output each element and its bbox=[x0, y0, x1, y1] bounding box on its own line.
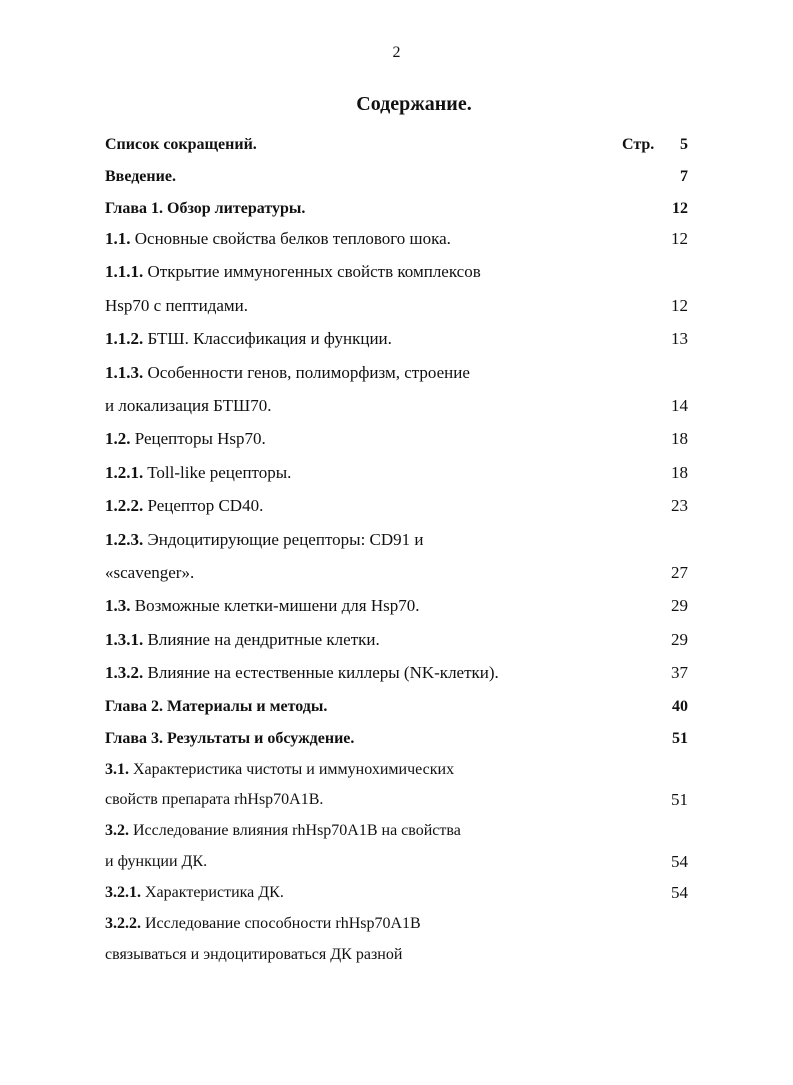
toc-entry: 1.3. Возможные клетки-мишени для Hsp70. bbox=[105, 596, 420, 615]
toc-entry: Глава 2. Материалы и методы. bbox=[105, 698, 328, 715]
toc-page: 54 bbox=[671, 852, 688, 871]
toc-entry: 1.1.2. БТШ. Классификация и функции. bbox=[105, 329, 392, 348]
toc-entry: 3.2.1. Характеристика ДК. bbox=[105, 884, 284, 901]
toc-entry: Глава 1. Обзор литературы. bbox=[105, 200, 306, 217]
toc-entry: 3.2.2. Исследование способности rhHsp70A1B bbox=[105, 915, 421, 932]
toc-entry: Глава 3. Результаты и обсуждение. bbox=[105, 730, 355, 747]
page-number: 2 bbox=[392, 44, 401, 61]
toc-page: 54 bbox=[671, 883, 688, 902]
toc-page: 23 bbox=[671, 496, 688, 515]
page-title: Содержание. bbox=[356, 93, 472, 115]
toc-page: 37 bbox=[671, 663, 688, 682]
toc-page: 12 bbox=[671, 296, 688, 315]
toc-entry: Hsp70 с пептидами. bbox=[105, 296, 249, 315]
toc-page: 40 bbox=[672, 698, 688, 715]
toc-page: 18 bbox=[671, 463, 688, 482]
page-column-label: Стр. bbox=[622, 136, 655, 153]
toc-page: 18 bbox=[671, 429, 688, 448]
toc-page: 29 bbox=[671, 596, 688, 615]
toc-page: 13 bbox=[671, 329, 688, 348]
toc-entry: и локализация БТШ70. bbox=[105, 396, 272, 415]
toc-entry: свойств препарата rhHsp70A1B. bbox=[105, 791, 324, 808]
toc-entry: и функции ДК. bbox=[105, 853, 208, 870]
toc-page: 7 bbox=[680, 168, 688, 185]
toc-page: 5 bbox=[680, 136, 688, 153]
toc-entry: 1.1.1. Открытие иммуногенных свойств комплексов bbox=[105, 262, 481, 281]
toc-entry: 1.3.1. Влияние на дендритные клетки. bbox=[105, 630, 380, 649]
toc-page: 51 bbox=[671, 790, 688, 809]
toc-entry: 1.1.3. Особенности генов, полиморфизм, строение bbox=[105, 363, 470, 382]
toc-entry: 3.1. Характеристика чистоты и иммунохимических bbox=[105, 761, 455, 778]
toc-page: 29 bbox=[671, 630, 688, 649]
toc-entry: Введение. bbox=[105, 168, 176, 185]
toc-entry: «scavenger». bbox=[105, 563, 195, 582]
toc-entry: Список сокращений. bbox=[105, 136, 257, 153]
toc-entry: 1.2. Рецепторы Hsp70. bbox=[105, 429, 266, 448]
toc-entry: 1.2.3. Эндоцитирующие рецепторы: CD91 и bbox=[105, 530, 424, 549]
toc-page: 12 bbox=[671, 229, 688, 248]
toc-page: 51 bbox=[672, 730, 688, 747]
toc-entry: 1.2.2. Рецептор CD40. bbox=[105, 496, 264, 515]
toc-page: 14 bbox=[671, 396, 688, 415]
toc-entry: 3.2. Исследование влияния rhHsp70A1B на свойства bbox=[105, 822, 461, 839]
toc-entry: 1.3.2. Влияние на естественные киллеры (NK-клетки). bbox=[105, 663, 499, 682]
toc-entry: 1.1. Основные свойства белков теплового шока. bbox=[105, 229, 451, 248]
toc-entry: связываться и эндоцитироваться ДК разной bbox=[105, 946, 403, 963]
toc-entry: 1.2.1. Toll-like рецепторы. bbox=[105, 463, 292, 482]
toc-page: 27 bbox=[671, 563, 688, 582]
toc-page: 12 bbox=[672, 200, 688, 217]
